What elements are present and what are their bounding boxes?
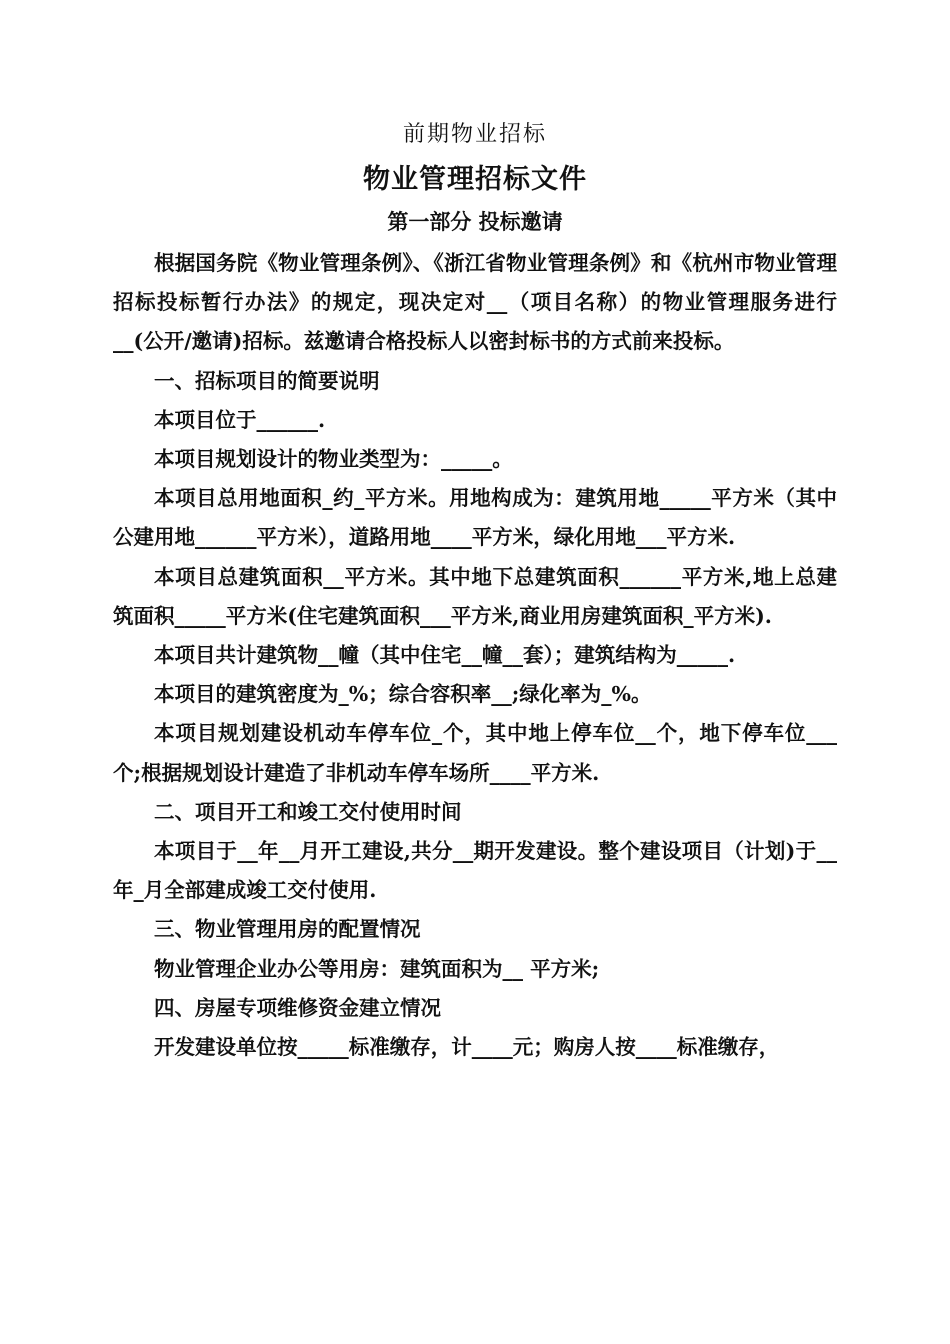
maintenance-fund-paragraph: 开发建设单位按_____标准缴存，计____元；购房人按____标准缴存， [154, 1035, 780, 1060]
buildings-count-paragraph: 本项目共计建筑物__幢（其中住宅__幢__套）；建筑结构为_____. [154, 643, 736, 668]
office-space-paragraph: 物业管理企业办公等用房：建筑面积为__ 平方米; [154, 956, 600, 981]
section-heading-2: 二、项目开工和竣工交付使用时间 [154, 799, 462, 824]
density-paragraph: 本项目的建筑密度为_%；综合容积率__;绿化率为_%。 [154, 682, 652, 707]
building-area-paragraph: 本项目总建筑面积__平方米。其中地下总建筑面积______平方米,地上总建筑面积_____平方米(住宅建筑面积___平方米,商业用房建筑面积_平方米). [113, 564, 837, 628]
property-type: 本项目规划设计的物业类型为：_____。 [154, 447, 513, 472]
section-heading-1: 一、招标项目的简要说明 [154, 368, 380, 393]
document-main-title: 物业管理招标文件 [363, 164, 587, 195]
document-body [113, 244, 837, 1067]
section-title: 第一部分 投标邀请 [387, 209, 563, 234]
section-heading-3: 三、物业管理用房的配置情况 [154, 917, 421, 942]
land-area-paragraph: 本项目总用地面积_约_平方米。用地构成为：建筑用地_____平方米（其中公建用地______平方米），道路用地____平方米，绿化用地___平方米. [113, 486, 837, 550]
parking-paragraph: 本项目规划建设机动车停车位_个，其中地上停车位__个，地下停车位___个;根据规划设计建造了非机动车停车场所____平方米. [113, 721, 837, 785]
document-pre-title: 前期物业招标 [402, 122, 547, 147]
project-location: 本项目位于______. [154, 407, 326, 432]
section-heading-4: 四、房屋专项维修资金建立情况 [154, 995, 441, 1020]
intro-paragraph: 根据国务院《物业管理条例》、《浙江省物业管理条例》和《杭州市物业管理招标投标暂行办法》的规定，现决定对__（项目名称）的物业管理服务进行__(公开/邀请)招标。兹邀请合格投标人以密封标书的方式前来投标。 [113, 251, 837, 354]
schedule-paragraph: 本项目于__年__月开工建设,共分__期开发建设。整个建设项目（计划)于__年_月全部建成竣工交付使用. [113, 839, 837, 903]
